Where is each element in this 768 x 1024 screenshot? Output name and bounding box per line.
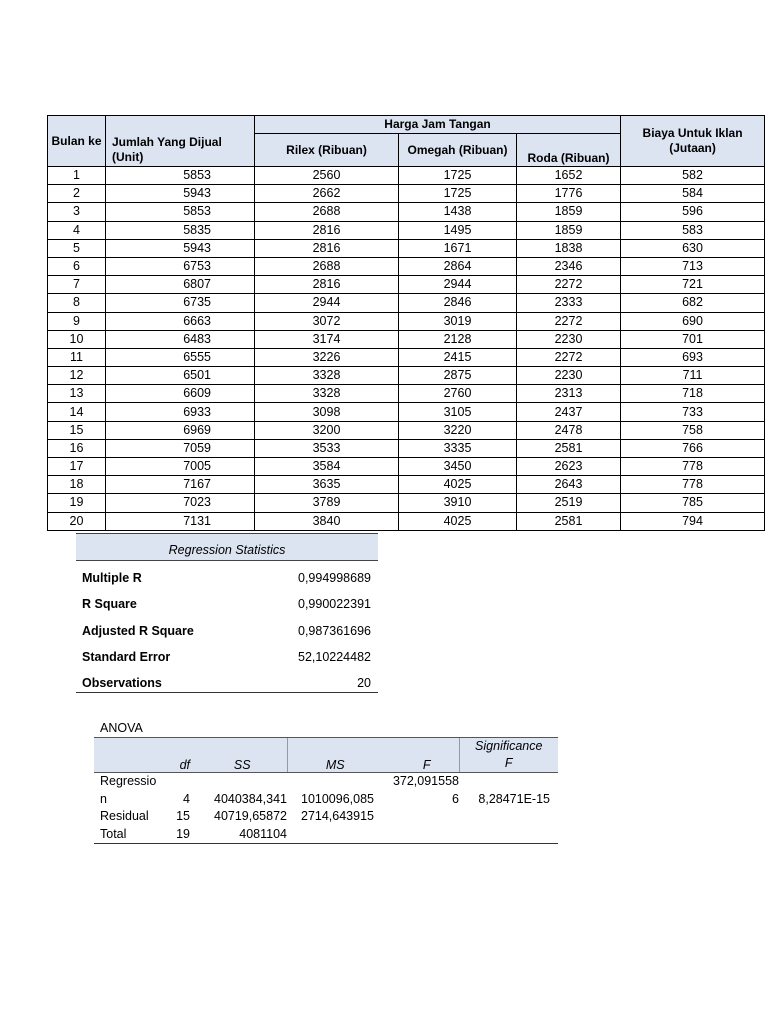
cell-month: 5	[48, 239, 106, 257]
cell-ads: 693	[621, 348, 765, 366]
cell-sold: 6501	[106, 367, 255, 385]
cell-month: 8	[48, 294, 106, 312]
cell-sold: 6609	[106, 385, 255, 403]
anova-cell-f	[377, 773, 459, 809]
cell-roda: 1859	[517, 203, 621, 221]
cell-month: 2	[48, 185, 106, 203]
cell-sold: 7005	[106, 458, 255, 476]
regression-stat-row	[76, 587, 378, 613]
cell-month: 6	[48, 257, 106, 275]
cell-rilex: 3098	[255, 403, 399, 421]
cell-roda: 2519	[517, 494, 621, 512]
header-sold-spacer	[106, 116, 255, 134]
cell-roda: 2313	[517, 385, 621, 403]
table-row	[48, 294, 765, 312]
cell-omegah: 2128	[399, 330, 517, 348]
anova-row-residual	[94, 808, 558, 826]
table-row	[48, 330, 765, 348]
cell-rilex: 2816	[255, 239, 399, 257]
cell-ads: 766	[621, 439, 765, 457]
cell-rilex: 2560	[255, 167, 399, 185]
table-row	[48, 421, 765, 439]
anova-header-ss: SS	[190, 738, 287, 773]
cell-rilex: 2662	[255, 185, 399, 203]
table-row	[48, 458, 765, 476]
cell-ads: 711	[621, 367, 765, 385]
regression-statistics-table	[76, 533, 378, 693]
anova-cell-ss: 4081104	[190, 826, 287, 844]
cell-ads: 778	[621, 476, 765, 494]
cell-roda: 2478	[517, 421, 621, 439]
cell-omegah: 2760	[399, 385, 517, 403]
cell-month: 18	[48, 476, 106, 494]
cell-omegah: 4025	[399, 512, 517, 530]
regression-stat-value: 20	[357, 676, 371, 691]
cell-rilex: 3226	[255, 348, 399, 366]
cell-month: 17	[48, 458, 106, 476]
anova-cell-ss: 40719,65872	[214, 809, 287, 823]
cell-roda: 2272	[517, 276, 621, 294]
anova-cell-significance	[459, 826, 558, 844]
cell-ads: 682	[621, 294, 765, 312]
regression-stat-row	[76, 561, 378, 587]
header-rilex: Rilex (Ribuan)	[255, 134, 399, 167]
cell-month: 13	[48, 385, 106, 403]
cell-rilex: 3840	[255, 512, 399, 530]
cell-omegah: 1671	[399, 239, 517, 257]
cell-ads: 718	[621, 385, 765, 403]
cell-month: 10	[48, 330, 106, 348]
cell-roda: 1776	[517, 185, 621, 203]
cell-ads: 584	[621, 185, 765, 203]
cell-roda: 1838	[517, 239, 621, 257]
regression-statistics-title: Regression Statistics	[76, 533, 378, 561]
regression-stat-row	[76, 640, 378, 666]
cell-roda: 2346	[517, 257, 621, 275]
regression-stat-row	[76, 614, 378, 640]
cell-omegah: 1725	[399, 167, 517, 185]
table-row	[48, 185, 765, 203]
anova-f-line2: 6	[452, 791, 459, 806]
anova-cell-source: Residual	[100, 809, 149, 823]
anova-header-source	[94, 738, 166, 773]
table-row	[48, 439, 765, 457]
header-sold: Jumlah Yang Dijual (Unit)	[106, 134, 255, 167]
cell-sold: 6807	[106, 276, 255, 294]
cell-omegah: 4025	[399, 476, 517, 494]
cell-month: 15	[48, 421, 106, 439]
cell-ads: 733	[621, 403, 765, 421]
cell-omegah: 2846	[399, 294, 517, 312]
cell-sold: 6555	[106, 348, 255, 366]
header-ads: Biaya Untuk Iklan (Jutaan)	[621, 116, 765, 167]
table-row	[48, 367, 765, 385]
cell-roda: 2230	[517, 330, 621, 348]
cell-rilex: 3174	[255, 330, 399, 348]
anova-row-regression	[94, 773, 558, 809]
cell-ads: 794	[621, 512, 765, 530]
sales-data-table	[47, 115, 765, 531]
table-row	[48, 276, 765, 294]
cell-sold: 7023	[106, 494, 255, 512]
cell-omegah: 3910	[399, 494, 517, 512]
table-row	[48, 257, 765, 275]
anova-header-ms: MS	[287, 738, 377, 773]
cell-sold: 6969	[106, 421, 255, 439]
cell-sold: 5943	[106, 239, 255, 257]
cell-month: 19	[48, 494, 106, 512]
cell-omegah: 1495	[399, 221, 517, 239]
regression-stat-label: R Square	[82, 597, 137, 612]
cell-roda: 2272	[517, 312, 621, 330]
table-row	[48, 167, 765, 185]
cell-roda: 2230	[517, 367, 621, 385]
cell-sold: 5853	[106, 203, 255, 221]
table-row	[48, 312, 765, 330]
cell-sold: 5835	[106, 221, 255, 239]
cell-omegah: 1725	[399, 185, 517, 203]
cell-rilex: 3533	[255, 439, 399, 457]
cell-omegah: 3105	[399, 403, 517, 421]
cell-ads: 582	[621, 167, 765, 185]
table-row	[48, 348, 765, 366]
cell-rilex: 3635	[255, 476, 399, 494]
cell-ads: 785	[621, 494, 765, 512]
cell-month: 11	[48, 348, 106, 366]
table-row	[48, 512, 765, 530]
anova-header-significance	[459, 738, 558, 773]
cell-ads: 701	[621, 330, 765, 348]
cell-rilex: 2944	[255, 294, 399, 312]
header-omegah: Omegah (Ribuan)	[399, 134, 517, 167]
cell-sold: 7131	[106, 512, 255, 530]
anova-header-significance-line2: F	[504, 756, 513, 770]
table-row	[48, 385, 765, 403]
cell-roda: 2581	[517, 439, 621, 457]
cell-rilex: 2688	[255, 257, 399, 275]
anova-header-f: F	[377, 738, 459, 773]
cell-sold: 5943	[106, 185, 255, 203]
cell-rilex: 3328	[255, 367, 399, 385]
cell-omegah: 3450	[399, 458, 517, 476]
table-row	[48, 203, 765, 221]
cell-ads: 690	[621, 312, 765, 330]
regression-stat-label: Multiple R	[82, 571, 142, 585]
regression-stat-row	[76, 666, 378, 693]
cell-omegah: 2875	[399, 367, 517, 385]
cell-roda: 2623	[517, 458, 621, 476]
cell-omegah: 3019	[399, 312, 517, 330]
cell-ads: 721	[621, 276, 765, 294]
header-price-group: Harga Jam Tangan	[255, 116, 621, 134]
anova-header-df: df	[166, 738, 190, 773]
cell-month: 16	[48, 439, 106, 457]
anova-cell-source	[94, 773, 166, 809]
anova-row-total	[94, 826, 558, 844]
cell-roda: 2581	[517, 512, 621, 530]
anova-cell-significance: 8,28471E-15	[478, 791, 550, 806]
cell-sold: 6753	[106, 257, 255, 275]
cell-ads: 583	[621, 221, 765, 239]
regression-stat-value: 0,990022391	[298, 597, 371, 612]
cell-ads: 778	[621, 458, 765, 476]
cell-rilex: 2816	[255, 221, 399, 239]
cell-month: 1	[48, 167, 106, 185]
cell-ads: 630	[621, 239, 765, 257]
anova-cell-f	[377, 826, 459, 844]
anova-cell-f	[377, 808, 459, 826]
cell-roda: 1652	[517, 167, 621, 185]
anova-cell-df: 19	[166, 826, 190, 844]
anova-f-line1: 372,091558	[392, 774, 459, 788]
cell-roda: 2437	[517, 403, 621, 421]
cell-sold: 6663	[106, 312, 255, 330]
table-row	[48, 403, 765, 421]
cell-ads: 758	[621, 421, 765, 439]
cell-rilex: 2816	[255, 276, 399, 294]
cell-rilex: 3789	[255, 494, 399, 512]
table-row	[48, 239, 765, 257]
anova-source-line2: n	[100, 791, 107, 806]
anova-header-significance-line1: Significance	[475, 739, 543, 753]
table-row	[48, 476, 765, 494]
anova-cell-ss: 4040384,341	[214, 791, 287, 806]
anova-cell-df: 15	[176, 809, 190, 823]
cell-month: 3	[48, 203, 106, 221]
regression-stat-label: Standard Error	[82, 649, 171, 664]
regression-stat-label: Observations	[82, 676, 162, 691]
cell-omegah: 2864	[399, 257, 517, 275]
cell-rilex: 3328	[255, 385, 399, 403]
cell-omegah: 2415	[399, 348, 517, 366]
cell-roda: 2643	[517, 476, 621, 494]
cell-rilex: 2688	[255, 203, 399, 221]
cell-sold: 5853	[106, 167, 255, 185]
cell-month: 20	[48, 512, 106, 530]
cell-roda: 2272	[517, 348, 621, 366]
cell-sold: 6933	[106, 403, 255, 421]
cell-sold: 7167	[106, 476, 255, 494]
table-row	[48, 221, 765, 239]
cell-month: 12	[48, 367, 106, 385]
cell-omegah: 3335	[399, 439, 517, 457]
table-row	[48, 494, 765, 512]
regression-stat-label: Adjusted R Square	[82, 623, 194, 638]
cell-ads: 713	[621, 257, 765, 275]
regression-stat-value: 0,987361696	[298, 623, 371, 638]
anova-cell-significance	[459, 808, 558, 826]
header-month: Bulan ke	[48, 116, 106, 167]
anova-title: ANOVA	[100, 721, 143, 735]
cell-sold: 6735	[106, 294, 255, 312]
cell-roda: 2333	[517, 294, 621, 312]
cell-omegah: 2944	[399, 276, 517, 294]
anova-cell-ms: 1010096,085	[301, 791, 374, 806]
header-roda: Roda (Ribuan)	[517, 134, 621, 167]
regression-stat-value: 0,994998689	[298, 571, 371, 585]
cell-roda: 1859	[517, 221, 621, 239]
cell-omegah: 1438	[399, 203, 517, 221]
anova-cell-ms: 2714,643915	[301, 809, 374, 823]
anova-source-line1: Regressio	[100, 774, 157, 788]
cell-rilex: 3200	[255, 421, 399, 439]
cell-sold: 7059	[106, 439, 255, 457]
anova-cell-df: 4	[183, 791, 190, 806]
cell-month: 14	[48, 403, 106, 421]
cell-rilex: 3584	[255, 458, 399, 476]
regression-stat-value: 52,10224482	[298, 649, 371, 664]
anova-cell-ms	[287, 826, 377, 844]
cell-rilex: 3072	[255, 312, 399, 330]
anova-table	[94, 737, 558, 844]
cell-month: 4	[48, 221, 106, 239]
anova-cell-source: Total	[94, 826, 166, 844]
cell-ads: 596	[621, 203, 765, 221]
cell-month: 9	[48, 312, 106, 330]
cell-sold: 6483	[106, 330, 255, 348]
cell-month: 7	[48, 276, 106, 294]
cell-omegah: 3220	[399, 421, 517, 439]
